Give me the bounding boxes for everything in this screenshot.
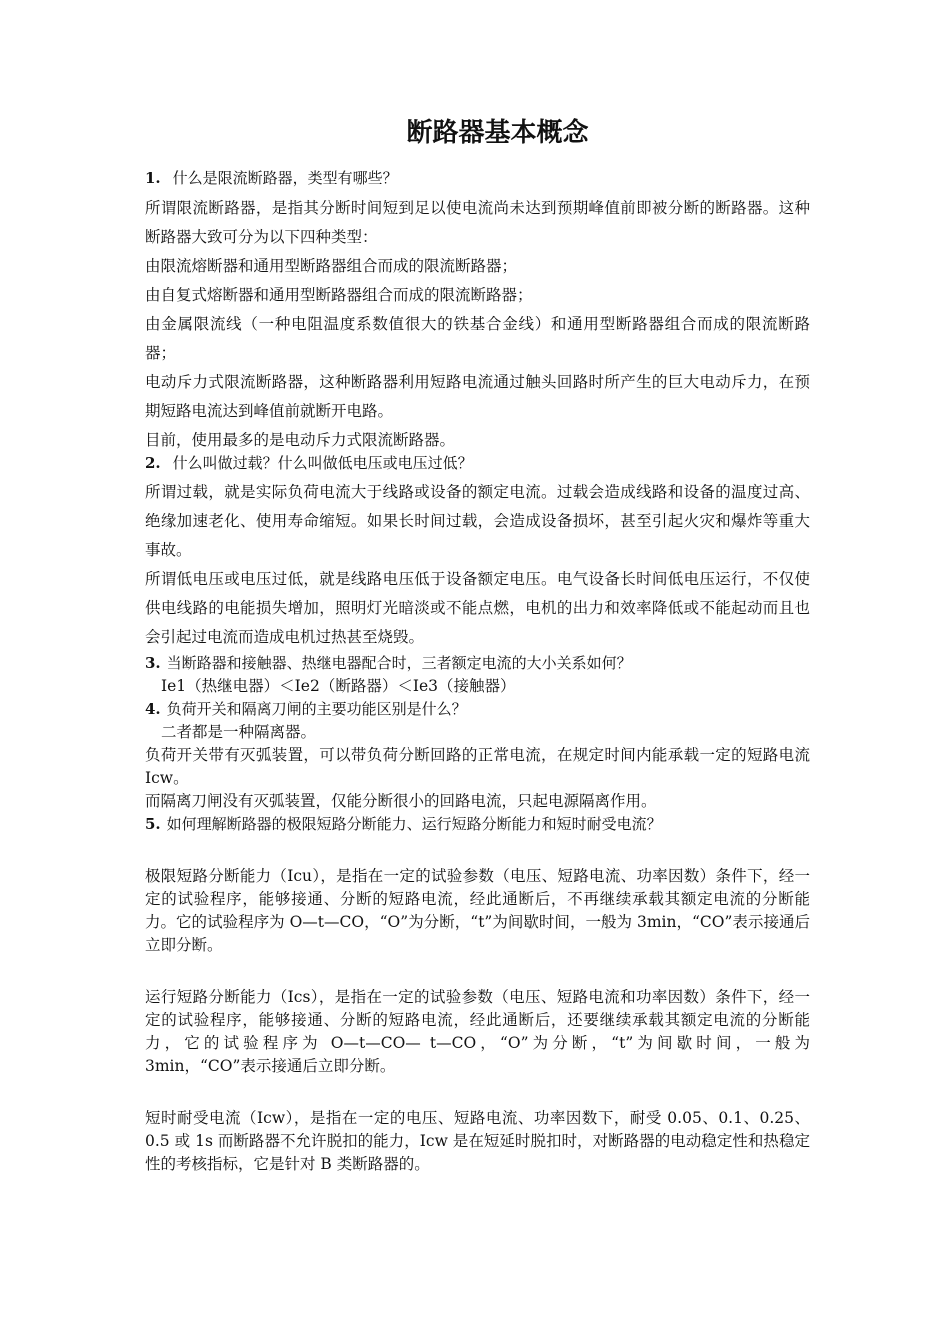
spacer [145,1078,810,1101]
paragraph: 短时耐受电流（Icw），是指在一定的电压、短路电流、功率因数下，耐受 0.05、0.1、0.25、0.5 或 1s 而断路器不允许脱扣的能力，Icw 是在短延时脱扣时，对断路器的电动稳定性和热稳定性的考核指标，它是针对 B 类断路器的。 [145,1109,810,1173]
question-number: 4. [145,700,161,718]
answer-text: Ie1（热继电器）＜Ie2（断路器）＜Ie3（接触器） [161,677,516,695]
paragraph: 目前，使用最多的是电动斥力式限流断路器。 [145,431,456,449]
spacer [145,836,810,859]
question-text: 什么是限流断路器，类型有哪些？ [172,169,398,187]
question-text: 什么叫做过载？什么叫做低电压或电压过低？ [172,454,473,472]
paragraph: 极限短路分断能力（Icu），是指在一定的试验参数（电压、短路电流、功率因数）条件下，经一定的试验程序，能够接通、分断的短路电流，经此通断后，不再继续承载其额定电流的分断能力。它的试验程序为 O—t—CO，“O”为分断，“t”为间歇时间，一般为 3min，“CO”表示接通后立即分断。 [145,867,810,954]
question-number: 3. [145,654,161,672]
paragraph: 负荷开关带有灭弧装置，可以带负荷分断回路的正常电流，在规定时间内能承载一定的短路电流 Icw。 [145,746,810,787]
question-4 [145,698,810,721]
question-text: 负荷开关和隔离刀闸的主要功能区别是什么？ [166,700,467,718]
paragraph: 所谓低电压或电压过低，就是线路电压低于设备额定电压。电气设备长时间低电压运行，不仅使供电线路的电能损失增加，照明灯光暗淡或不能点燃，电机的出力和效率降低或不能起动而且也会引起过电流而造成电机过热甚至烧毁。 [145,570,810,646]
document-page [145,112,810,1176]
paragraph: 电动斥力式限流断路器，这种断路器利用短路电流通过触头回路时所产生的巨大电动斥力，在预期短路电流达到峰值前就断开电路。 [145,373,810,420]
paragraph: 而隔离刀闸没有灭弧装置，仅能分断很小的回路电流，只起电源隔离作用。 [145,792,657,810]
question-2 [145,452,810,475]
question-1 [145,167,810,190]
question-text: 当断路器和接触器、热继电器配合时，三者额定电流的大小关系如何？ [166,654,632,672]
question-3 [145,652,810,675]
spacer [145,957,810,980]
question-number: 2. [145,454,161,472]
paragraph: 运行短路分断能力（Ics），是指在一定的试验参数（电压、短路电流和功率因数）条件下，经一定的试验程序，能够接通、分断的短路电流，经此通断后，还要继续承载其额定电流的分断能力，它的试验程序为 O—t—CO— t—CO，“O”为分断，“t”为间歇时间，一般为 3min，“CO”表示接通后立即分断。 [145,988,810,1075]
question-5 [145,813,810,836]
answer-text: 二者都是一种隔离器。 [161,723,317,741]
paragraph: 由自复式熔断器和通用型断路器组合而成的限流断路器； [145,286,533,304]
question-number: 5. [145,815,161,833]
paragraph: 由限流熔断器和通用型断路器组合而成的限流断路器； [145,257,518,275]
paragraph: 所谓过载，就是实际负荷电流大于线路或设备的额定电流。过载会造成线路和设备的温度过高、绝缘加速老化、使用寿命缩短。如果长时间过载，会造成设备损坏，甚至引起火灾和爆炸等重大事故。 [145,483,810,559]
question-number: 1. [145,169,161,187]
paragraph: 由金属限流线（一种电阻温度系数值很大的铁基合金线）和通用型断路器组合而成的限流断路器； [145,315,810,362]
paragraph: 所谓限流断路器，是指其分断时间短到足以使电流尚未达到预期峰值前即被分断的断路器。这种断路器大致可分为以下四种类型： [145,199,810,246]
question-text: 如何理解断路器的极限短路分断能力、运行短路分断能力和短时耐受电流？ [166,815,662,833]
page-title: 断路器基本概念 [406,118,589,148]
